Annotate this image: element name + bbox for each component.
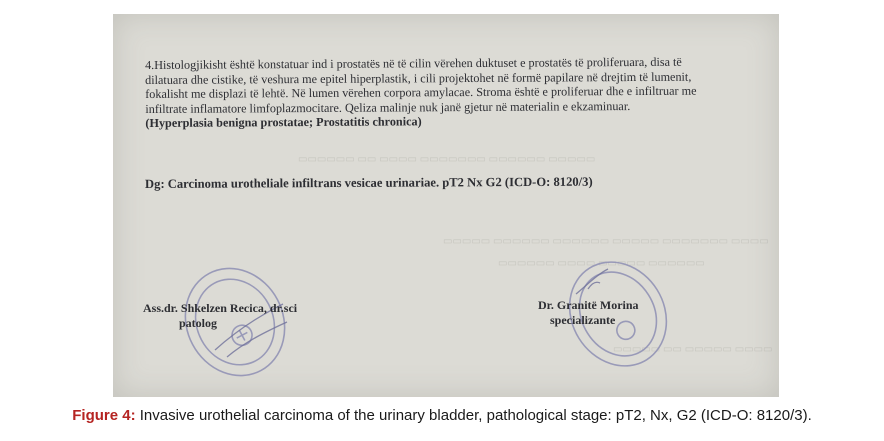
right-signer-name: Dr. Granitë Morina	[538, 298, 639, 312]
right-signer-title: specializante	[550, 313, 616, 327]
conclusion-line: (Hyperplasia benigna prostatae; Prostatitis chronica)	[145, 114, 422, 131]
bleed-through-text: ▭▭▭▭▭▭ ▭▭▭▭ ▭▭▭▭▭ ▭▭▭▭▭▭	[498, 258, 705, 269]
bleed-through-text: ▭▭▭▭▭ ▭▭ ▭▭▭▭▭ ▭▭▭▭	[613, 344, 773, 355]
paragraph-line: fokalisht me displazi të lehtë. Në lumen vërehen corpora amylacae. Stroma është e proliferuar dhe e infiltruar me	[145, 83, 697, 102]
figure-caption-text: Invasive urothelial carcinoma of the urinary bladder, pathological stage: pT2, Nx, G2 (ICD-O: 8120/3).	[135, 407, 812, 424]
histology-paragraph	[145, 54, 745, 131]
figure-label: Figure 4:	[72, 407, 136, 424]
bleed-through-text: ▭▭▭▭▭▭ ▭▭ ▭▭▭▭ ▭▭▭▭▭▭▭ ▭▭▭▭▭▭ ▭▭▭▭▭	[298, 154, 596, 165]
left-signature-block	[143, 301, 297, 331]
paragraph-line: dilatuara dhe cistike, të veshura me epitel hiperplastik, i cili projektohet në formë papilare në drejtim të lumenit,	[145, 69, 692, 87]
bleed-through-text: ▭▭▭▭▭ ▭▭▭▭▭▭ ▭▭▭▭▭▭ ▭▭▭▭▭ ▭▭▭▭▭▭▭ ▭▭▭▭	[443, 236, 769, 247]
left-signer-name: Ass.dr. Shkelzen Recica, dr.sci	[143, 301, 298, 315]
figure-caption	[0, 407, 884, 424]
paragraph-line: infiltrate inflamatore limfoplazmocitare. Qeliza malinje nuk janë gjetur në materialin e ekzaminuar.	[145, 98, 631, 116]
document-photo	[113, 14, 779, 397]
paragraph-line: 4.Histologjikisht është konstatuar ind i prostatës në të cilin vërehen duktuset e prostatës të proliferuara, disa të	[145, 54, 682, 72]
right-signature-block	[538, 298, 639, 328]
diagnosis-line: Dg: Carcinoma urotheliale infiltrans vesicae urinariae. pT2 Nx G2 (ICD-O: 8120/3)	[145, 174, 593, 191]
left-signer-title: patolog	[179, 316, 218, 330]
